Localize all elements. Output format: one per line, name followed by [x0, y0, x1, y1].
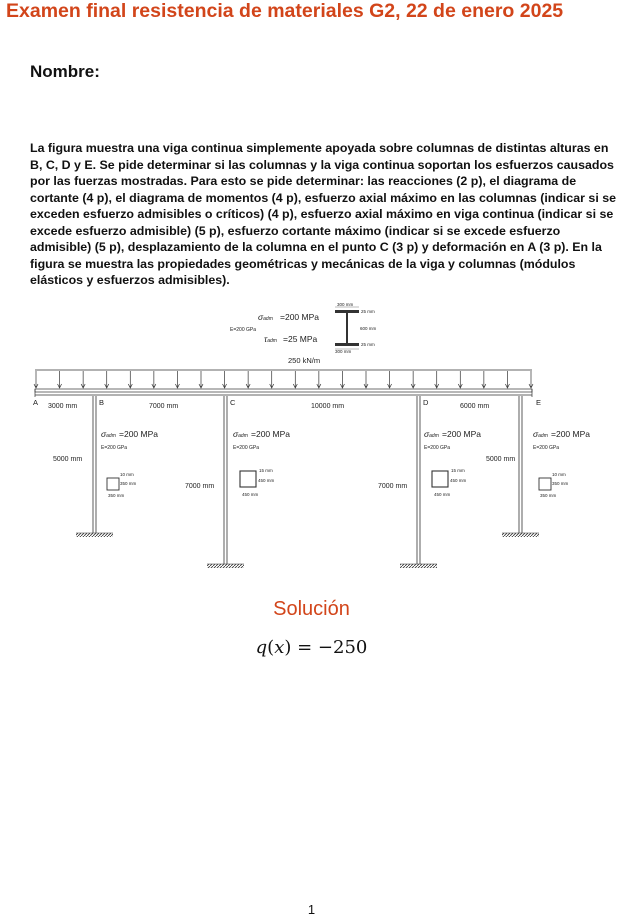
column-b: [53, 396, 158, 537]
span-cd: 10000 mm: [311, 403, 345, 410]
svg-text:350 mm: 350 mm: [108, 493, 125, 498]
name-label: Nombre:: [30, 62, 100, 81]
svg-text:τadm: τadm: [264, 334, 277, 344]
load-arrow: [81, 371, 85, 388]
load-equation: q(x) = −250: [255, 637, 368, 658]
svg-text:10 mm: 10 mm: [120, 472, 134, 477]
load-arrow: [388, 371, 392, 388]
exam-title: Examen final resistencia de materiales G2, 22 de enero 2025: [6, 0, 564, 22]
point-label-c: C: [230, 398, 236, 407]
svg-text:350 mm: 350 mm: [540, 493, 557, 498]
beam-tau-label: =25 MPa: [283, 334, 318, 344]
column-e-height: 5000 mm: [486, 456, 516, 463]
equation-rhs: −250: [317, 637, 368, 658]
svg-text:450 mm: 450 mm: [434, 492, 451, 497]
load-arrow: [152, 371, 156, 388]
load-arrow: [317, 371, 321, 388]
column-b-height: 5000 mm: [53, 456, 83, 463]
span-de: 6000 mm: [460, 403, 490, 410]
beam-properties: [230, 312, 320, 365]
svg-text:E=200 GPa: E=200 GPa: [233, 445, 259, 451]
load-arrow: [175, 371, 179, 388]
svg-text:σadm: σadm: [424, 429, 439, 439]
svg-text:E=200 GPa: E=200 GPa: [533, 445, 559, 451]
column-c: [185, 396, 290, 568]
svg-text:=200 MPa: =200 MPa: [551, 429, 590, 439]
load-label: 250 kN/m: [288, 356, 321, 365]
distributed-load: [34, 370, 533, 388]
point-label-b: B: [99, 398, 105, 407]
svg-text:25 mm: 25 mm: [361, 342, 375, 347]
equation-var: x: [274, 637, 285, 658]
svg-text:=200 MPa: =200 MPa: [119, 429, 158, 439]
load-arrow: [270, 371, 274, 388]
svg-text:σadm: σadm: [233, 429, 248, 439]
problem-statement: La figura muestra una viga continua simplemente apoyada sobre columnas de distintas alturas en B, C, D y E. Se pide determinar si las columnas y la viga continua soportan los esfuerzos causados por las fuerzas mostradas. Para esto se pide determinar: las reacciones (2 p), el diagrama de cortante (4 p), el diagrama de momentos (4 p), esfuerzo axial máximo en las columnas (indicar si se exceden esfuerzo admisibles o críticos) (4 p), esfuerzo axial máximo en viga continua (indicar si se excede esfuerzo admisible) (5 p), esfuerzo cortante máximo (indicar si se excede esfuerzo admisible) (5 p), desplazamiento de la columna en el punto C (3 p) y deformación en A (3 p). En la figura se muestra las propiedades geométricas y mecánicas de la viga y columnas (módulos elásticos y esfuerzos admisibles).: [30, 141, 616, 287]
column-d-height: 7000 mm: [378, 483, 408, 490]
load-arrow: [482, 371, 486, 388]
point-label-a: A: [33, 398, 39, 407]
svg-text:450 mm: 450 mm: [258, 478, 275, 483]
svg-text:15 mm: 15 mm: [259, 468, 273, 473]
point-label-d: D: [423, 398, 429, 407]
beam-cross-section: [335, 302, 377, 354]
svg-text:10 mm: 10 mm: [552, 472, 566, 477]
load-arrow: [58, 371, 62, 388]
load-arrow: [411, 371, 415, 388]
point-label-e: E: [536, 398, 542, 407]
svg-text:σadm: σadm: [101, 429, 116, 439]
span-bc: 7000 mm: [149, 403, 179, 410]
load-arrow: [34, 371, 38, 388]
svg-text:=200 MPa: =200 MPa: [251, 429, 290, 439]
svg-text:=200 MPa: =200 MPa: [442, 429, 481, 439]
load-arrow: [340, 371, 344, 388]
svg-text:15 mm: 15 mm: [451, 468, 465, 473]
svg-text:450 mm: 450 mm: [242, 492, 259, 497]
load-arrow: [529, 371, 533, 388]
svg-text:300 mm: 300 mm: [335, 349, 352, 354]
load-arrow: [505, 371, 509, 388]
column-e: [486, 396, 590, 537]
solution-title: Solución: [273, 598, 350, 620]
beam-figure: [0, 296, 623, 586]
span-ab: 3000 mm: [48, 403, 78, 410]
equation-lhs: q: [255, 637, 268, 658]
page-number: 1: [307, 902, 316, 917]
column-d: [378, 396, 481, 568]
load-arrow: [199, 371, 203, 388]
column-c-height: 7000 mm: [185, 483, 215, 490]
continuous-beam: [35, 389, 532, 397]
svg-text:σadm: σadm: [533, 429, 548, 439]
svg-text:350 mm: 350 mm: [120, 481, 137, 486]
svg-text:450 mm: 450 mm: [450, 478, 467, 483]
svg-text:25 mm: 25 mm: [361, 309, 375, 314]
load-arrow: [105, 371, 109, 388]
load-arrow: [128, 371, 132, 388]
beam-sigma-label: =200 MPa: [280, 312, 319, 322]
svg-text:σadm: σadm: [258, 312, 273, 322]
beam-e-label: E=200 GPa: [230, 327, 256, 333]
svg-text:350 mm: 350 mm: [552, 481, 569, 486]
svg-text:600 mm: 600 mm: [360, 326, 377, 331]
svg-text:E=200 GPa: E=200 GPa: [424, 445, 450, 451]
svg-text:300 mm: 300 mm: [337, 302, 354, 307]
load-arrow: [223, 371, 227, 388]
load-arrow: [293, 371, 297, 388]
load-arrow: [435, 371, 439, 388]
load-arrow: [458, 371, 462, 388]
load-arrow: [246, 371, 250, 388]
load-arrow: [364, 371, 368, 388]
svg-text:E=200 GPa: E=200 GPa: [101, 445, 127, 451]
